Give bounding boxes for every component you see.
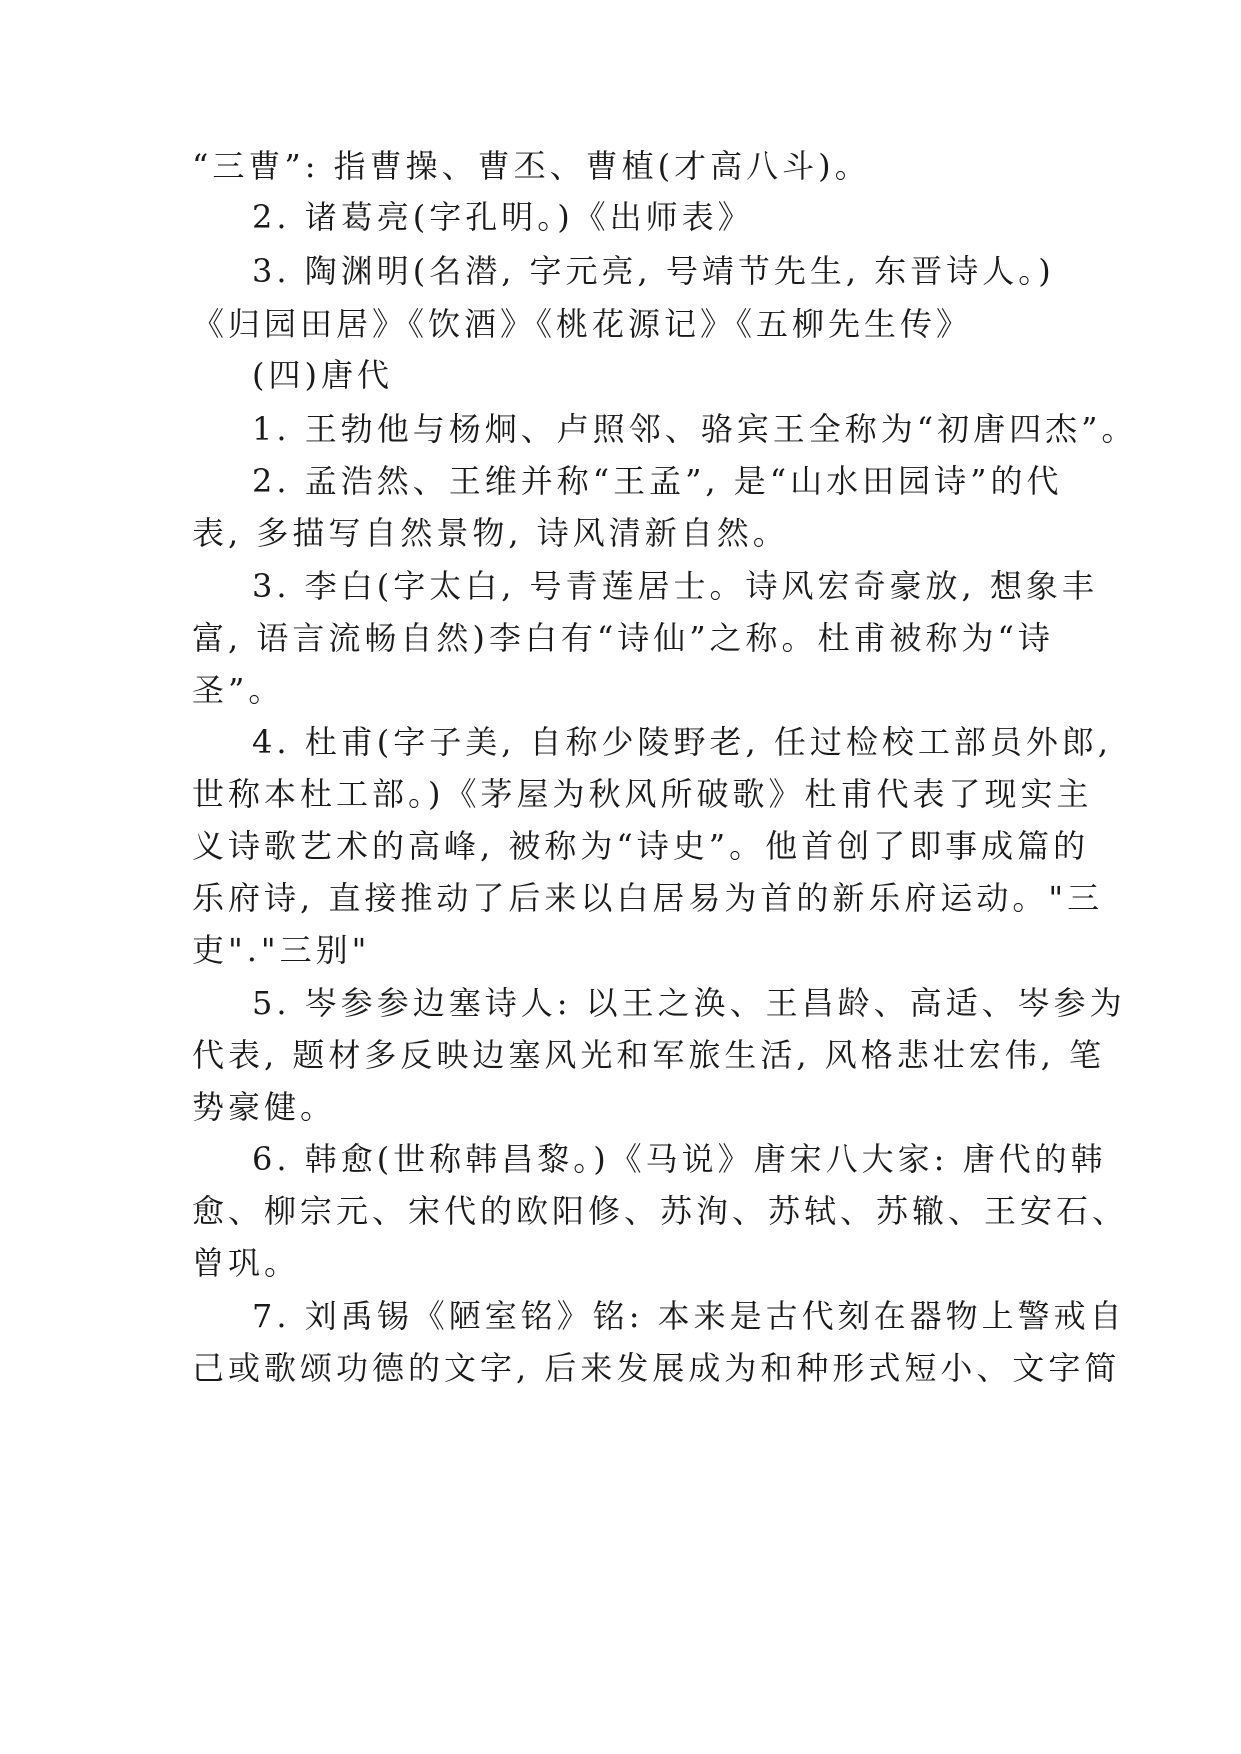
text-line: 义诗歌艺术的高峰, 被称为“诗史”。他首创了即事成篇的	[192, 827, 1090, 865]
text-line: 3. 陶渊明(名潜, 字元亮, 号靖节先生, 东晋诗人。)	[252, 252, 1055, 290]
text-line: 6. 韩愈(世称韩昌黎。)《马说》唐宋八大家: 唐代的韩	[252, 1140, 1107, 1178]
text-line: 代表, 题材多反映边塞风光和军旅生活, 风格悲壮宏伟, 笔	[192, 1036, 1106, 1074]
text-line: 《归园田居》《饮酒》《桃花源记》《五柳先生传》	[192, 305, 973, 343]
text-line: 己或歌颂功德的文字, 后来发展成为和种形式短小、文字简	[192, 1349, 1121, 1387]
text-line: “三曹”: 指曹操、曹丕、曹植(才高八斗)。	[192, 147, 871, 185]
text-line: 2. 诸葛亮(字孔明。)《出师表》	[252, 198, 754, 236]
text-line: 曾巩。	[192, 1244, 301, 1282]
text-line: 7. 刘禹锡《陋室铭》铭: 本来是古代刻在器物上警戒自	[252, 1297, 1126, 1335]
text-line: 愈、柳宗元、宋代的欧阳修、苏洵、苏轼、苏辙、王安石、	[192, 1192, 1129, 1230]
text-line: 表, 多描写自然景物, 诗风清新自然。	[192, 514, 789, 552]
section-heading: (四)唐代	[252, 356, 393, 394]
text-line: 3. 李白(字太白, 号青莲居士。诗风宏奇豪放, 想象丰	[252, 567, 1098, 605]
text-line: 乐府诗, 直接推动了后来以白居易为首的新乐府运动。"三	[192, 879, 1104, 917]
text-line: 势豪健。	[192, 1088, 337, 1126]
text-line: 2. 孟浩然、王维并称“王孟”, 是“山水田园诗”的代	[252, 462, 1063, 500]
text-line: 富, 语言流畅自然)李白有“诗仙”之称。杜甫被称为“诗	[192, 619, 1054, 657]
text-line: 1. 王勃他与杨炯、卢照邻、骆宾王全称为“初唐四杰”。	[252, 410, 1138, 448]
text-line: 圣”。	[192, 671, 285, 709]
text-line: 吏"."三别"	[192, 931, 371, 969]
text-line: 4. 杜甫(字子美, 自称少陵野老, 任过检校工部员外郎,	[252, 723, 1113, 761]
text-line: 5. 岑参参边塞诗人: 以王之涣、王昌龄、高适、岑参为	[252, 984, 1126, 1022]
text-line: 世称本杜工部。)《茅屋为秋风所破歌》杜甫代表了现实主	[192, 775, 1093, 813]
